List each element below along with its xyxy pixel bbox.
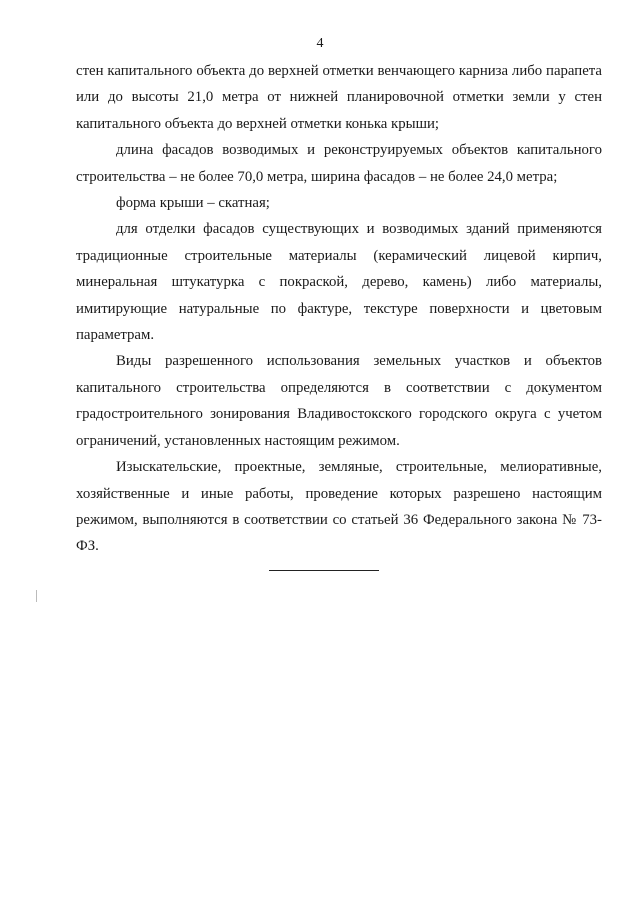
page-number: 4	[316, 36, 324, 51]
paragraph-height-limit: стен капитального объекта до верхней отметки венчающего карниза либо парапета или до высоты 21,0 метра от нижней планировочной отметки земли у стен капитального объекта до верхней отметки конька крыши;	[76, 63, 602, 132]
paragraph-permitted-use: Виды разрешенного использования земельных участков и объектов капитального строительства определяются в соответствии с документом градостроительного зонирования Владивостокского городского округа с учетом ограничений, установленных настоящим режимом.	[76, 353, 602, 449]
paragraph-facade-materials: для отделки фасадов существующих и возводимых зданий применяются традиционные строительные материалы (керамический лицевой кирпич, минеральная штукатурка с покраской, дерево, камень) либо материалы, имитирующие натуральные по фактуре, текстуре поверхности и цветовым параметрам.	[76, 221, 602, 344]
document-body	[76, 58, 602, 560]
end-divider-line	[269, 570, 379, 571]
paragraph-facade-length: длина фасадов возводимых и реконструируемых объектов капитального строительства – не более 70,0 метра, ширина фасадов – не более 24,0 метра;	[76, 142, 602, 185]
scan-margin-mark	[36, 590, 37, 602]
paragraph-roof-form: форма крыши – скатная;	[116, 195, 270, 212]
paragraph-permitted-works: Изыскательские, проектные, земляные, строительные, мелиоративные, хозяйственные и иные работы, проведение которых разрешено настоящим режимом, выполняются в соответствии со статьей 36 Федерального закона № 73-ФЗ.	[76, 459, 602, 555]
